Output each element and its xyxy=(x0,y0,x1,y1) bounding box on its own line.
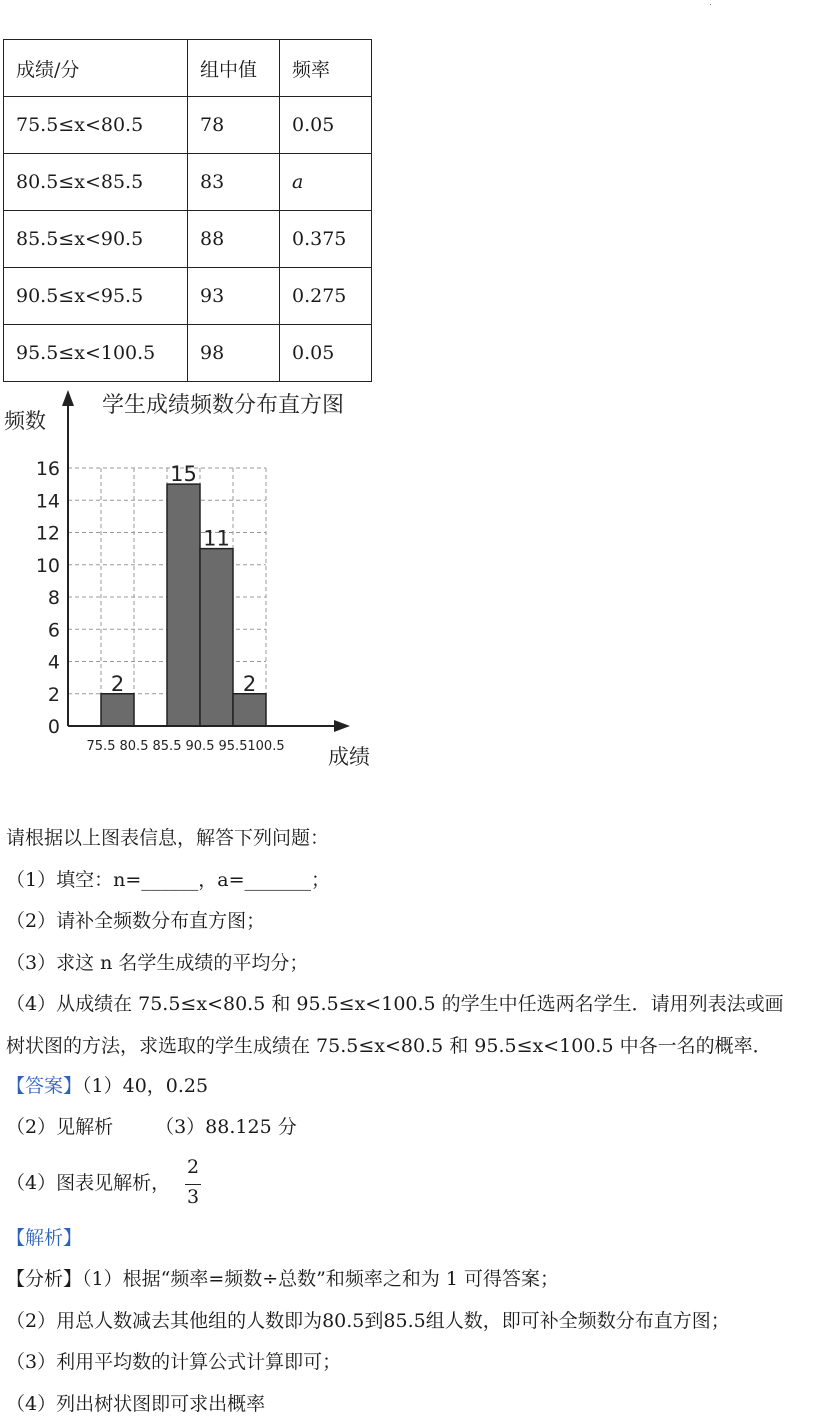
table-cell-mid: 88 xyxy=(188,211,280,268)
y-tick-label: 2 xyxy=(47,683,60,706)
table-cell-range: 90.5≤x<95.5 xyxy=(4,268,188,325)
analysis-point-1: （1）根据“频率=频数÷总数”和频率之和为 1 可得答案； xyxy=(82,1268,560,1290)
table-row xyxy=(4,268,372,325)
histogram-bar xyxy=(101,694,134,726)
y-tick-label: 16 xyxy=(35,458,60,480)
y-tick-label: 4 xyxy=(47,651,60,674)
fenxi-label: 【分析】 xyxy=(6,1268,83,1290)
histogram-bar xyxy=(200,549,233,726)
table-cell-mid: 93 xyxy=(188,268,280,325)
chart-title: 学生成绩频数分布直方图 xyxy=(102,393,345,418)
x-tick-label: 85.5 xyxy=(152,739,182,754)
table-row xyxy=(4,154,372,211)
bar-data-label: 2 xyxy=(110,671,125,696)
bar-data-label: 11 xyxy=(203,526,230,551)
question-4-line1: （4）从成绩在 75.5≤x<80.5 和 95.5≤x<100.5 的学生中任选两名学生．请用列表法或画 xyxy=(6,993,784,1015)
x-tick-label: 80.5 xyxy=(119,739,149,754)
answer-4: （4）图表见解析， xyxy=(6,1172,171,1194)
bar-data-label: 2 xyxy=(242,671,257,696)
table-cell-freq: 0.05 xyxy=(280,97,372,154)
table-header-cell: 组中值 xyxy=(188,40,280,97)
chart-bars xyxy=(101,484,266,726)
question-4-line2: 树状图的方法，求选取的学生成绩在 75.5≤x<80.5 和 95.5≤x<100.5 中各一名的概率． xyxy=(6,1035,772,1057)
table-cell-mid: 98 xyxy=(188,325,280,382)
table-row xyxy=(4,325,372,382)
table-row xyxy=(4,97,372,154)
y-tick-label: 8 xyxy=(47,587,60,609)
frequency-table xyxy=(3,39,372,382)
x-tick-label: 100.5 xyxy=(247,739,285,754)
x-tick-label: 95.5 xyxy=(218,739,248,754)
x-tick-label: 75.5 xyxy=(86,739,116,754)
y-axis-arrow-icon xyxy=(62,390,74,406)
table-cell-freq: 0.275 xyxy=(280,268,372,325)
scan-dot xyxy=(710,4,711,5)
table-cell-mid: 78 xyxy=(188,97,280,154)
histogram-bar xyxy=(233,694,266,726)
analysis-point-3: （3）利用平均数的计算公式计算即可； xyxy=(6,1351,342,1373)
table-cell-range: 85.5≤x<90.5 xyxy=(4,211,188,268)
table-header-cell: 频率 xyxy=(280,40,372,97)
y-tick-label: 0 xyxy=(47,716,60,738)
question-1: （1）填空：n=______，a=_______； xyxy=(6,869,330,891)
table-cell-range: 75.5≤x<80.5 xyxy=(4,97,188,154)
question-3: （3）求这 n 名学生成绩的平均分； xyxy=(6,952,309,974)
x-axis-arrow-icon xyxy=(334,720,350,732)
analysis-point-4: （4）列出树状图即可求出概率 xyxy=(6,1393,266,1415)
table-row xyxy=(4,211,372,268)
analysis-line-1 xyxy=(6,1266,559,1292)
answer-label: 【答案】 xyxy=(6,1075,83,1097)
analysis-label: 【解析】 xyxy=(6,1227,83,1249)
answer-line-1 xyxy=(6,1073,208,1099)
fraction-numerator: 2 xyxy=(186,1156,200,1178)
answer-line-2 xyxy=(6,1114,297,1140)
table-cell-mid: 83 xyxy=(188,154,280,211)
table-header-row xyxy=(4,40,372,97)
table-cell-range: 80.5≤x<85.5 xyxy=(4,154,188,211)
analysis-point-2: （2）用总人数减去其他组的人数即为80.5到85.5组人数，即可补全频数分布直方图； xyxy=(6,1310,730,1332)
histogram-chart xyxy=(0,386,400,776)
question-intro: 请根据以上图表信息，解答下列问题： xyxy=(6,827,330,849)
table-cell-freq: a xyxy=(280,154,372,211)
answer-3: （3）88.125 分 xyxy=(155,1116,297,1138)
y-tick-label: 12 xyxy=(35,522,60,545)
bar-data-label: 15 xyxy=(170,462,197,487)
answer-2: （2）见解析 xyxy=(6,1116,114,1138)
y-tick-label: 10 xyxy=(35,554,60,577)
y-tick-label: 14 xyxy=(35,490,60,513)
x-tick-label: 90.5 xyxy=(185,739,215,754)
histogram-bar xyxy=(167,484,200,726)
question-2: （2）请补全频数分布直方图； xyxy=(6,910,266,932)
table-cell-freq: 0.05 xyxy=(280,325,372,382)
fraction-denominator: 3 xyxy=(186,1186,200,1208)
answer-1: （1）40，0.25 xyxy=(82,1075,209,1097)
table-cell-freq: 0.375 xyxy=(280,211,372,268)
x-axis-label: 成绩 xyxy=(328,745,370,769)
table-cell-range: 95.5≤x<100.5 xyxy=(4,325,188,382)
y-axis-label: 频数 xyxy=(4,409,46,433)
table-header-cell: 成绩/分 xyxy=(4,40,188,97)
y-tick-label: 6 xyxy=(47,619,60,642)
